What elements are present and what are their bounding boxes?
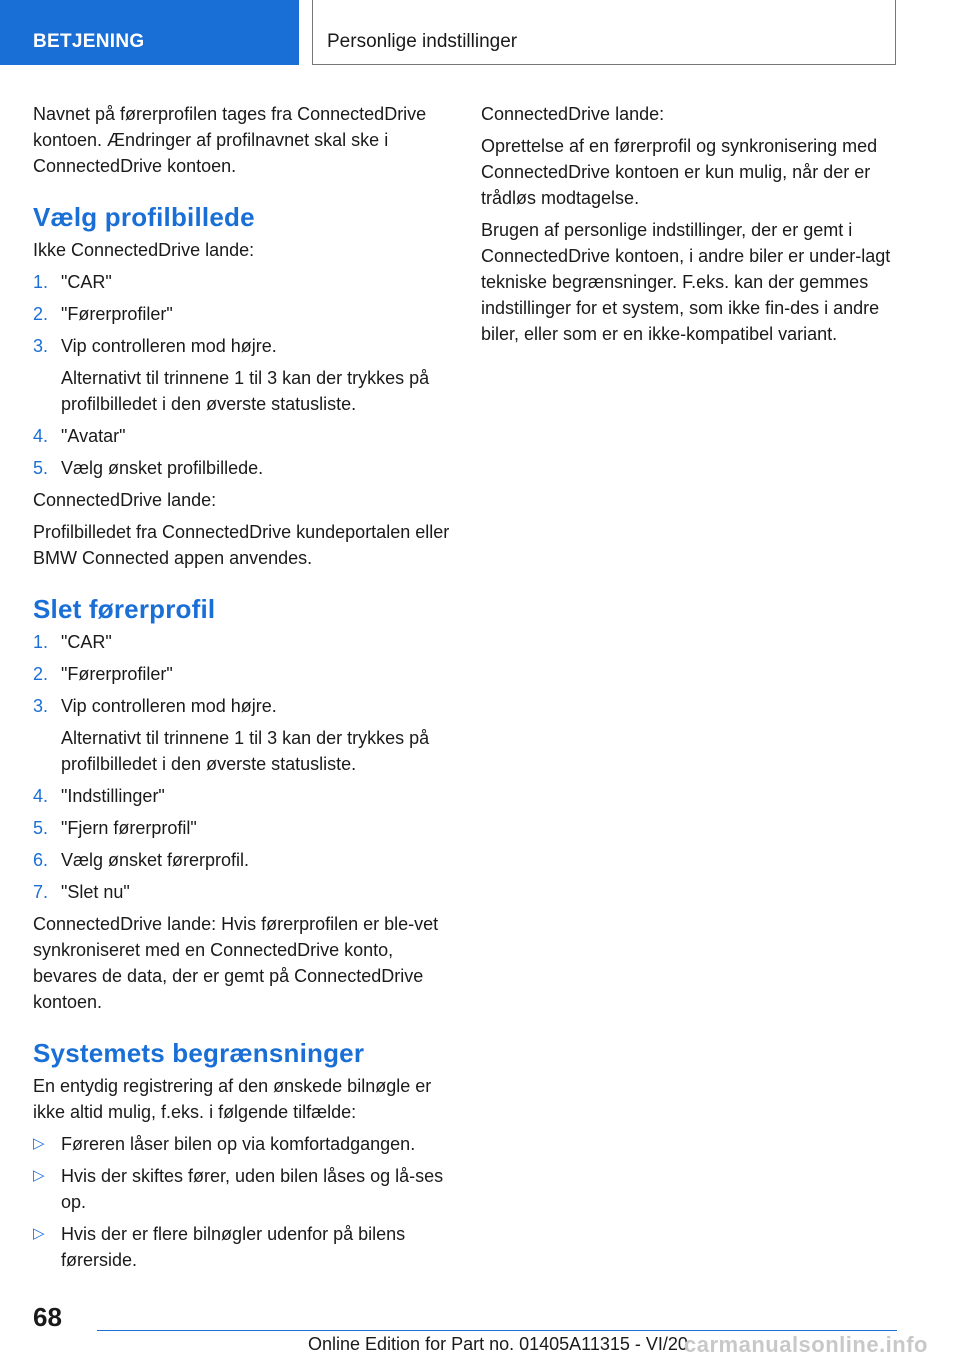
step-number: 2. xyxy=(33,664,49,684)
step-number: 5. xyxy=(33,818,49,838)
step-item xyxy=(33,783,451,809)
limitations-list xyxy=(33,1131,451,1273)
profile-picture-steps xyxy=(33,269,451,359)
section-title: BETJENING xyxy=(33,31,145,52)
list-item xyxy=(33,1131,451,1157)
cd-countries-label: ConnectedDrive lande: xyxy=(33,490,217,510)
step-item xyxy=(33,269,451,295)
cd-countries-label: ConnectedDrive lande: xyxy=(481,104,665,124)
delete-profile-steps xyxy=(33,629,451,719)
section-tab xyxy=(0,0,299,65)
alternative-note: Alternativt til trinnene 1 til 3 kan der trykkes på profilbilledet i den øverste statusliste. xyxy=(61,368,430,414)
bullet-text: Føreren låser bilen op via komfortadgangen. xyxy=(61,1134,416,1154)
step-text: Vip controlleren mod højre. xyxy=(61,696,277,716)
heading-select-profile-picture: Vælg profilbillede xyxy=(33,202,255,232)
left-column xyxy=(33,101,451,1279)
step-item xyxy=(33,629,451,655)
step-item xyxy=(33,455,451,481)
bullet-text: Hvis der skiftes fører, uden bilen låses og lå-ses op. xyxy=(61,1166,444,1212)
step-item xyxy=(33,815,451,841)
step-text: "CAR" xyxy=(61,632,112,652)
step-text: "Førerprofiler" xyxy=(61,664,173,684)
triangle-bullet-icon: ▷ xyxy=(33,1225,45,1242)
step-text: "Slet nu" xyxy=(61,882,130,902)
page-number: 68 xyxy=(33,1302,62,1332)
step-text: "Indstillinger" xyxy=(61,786,165,806)
step-text: "Fjern førerprofil" xyxy=(61,818,197,838)
step-number: 1. xyxy=(33,272,49,292)
step-number: 3. xyxy=(33,696,49,716)
right-column xyxy=(481,101,899,353)
cd-delete-paragraph: ConnectedDrive lande: Hvis førerprofilen er ble-vet synkroniseret med en ConnectedDrive konto, bevares de data, der er gemt på ConnectedDrive kontoen. xyxy=(33,914,439,1012)
step-number: 4. xyxy=(33,426,49,446)
limitations-paragraph: Brugen af personlige indstillinger, der er gemt i ConnectedDrive kontoen, i andre biler er under-lagt tekniske begrænsninger. F.eks. kan der gemmes indstillinger for et system, som ikke fin-des i andre biler, eller som er en ikke-kompatibel variant. xyxy=(481,220,891,344)
step-item xyxy=(33,693,451,719)
step-text: Vælg ønsket profilbillede. xyxy=(61,458,264,478)
triangle-bullet-icon: ▷ xyxy=(33,1167,45,1184)
step-text: Vælg ønsket førerprofil. xyxy=(61,850,250,870)
step-number: 4. xyxy=(33,786,49,806)
profile-picture-steps-continued xyxy=(33,423,451,481)
step-text: "CAR" xyxy=(61,272,112,292)
step-number: 5. xyxy=(33,458,49,478)
step-text: Vip controlleren mod højre. xyxy=(61,336,277,356)
watermark: carmanualsonline.info xyxy=(684,1332,928,1357)
step-item xyxy=(33,879,451,905)
step-item xyxy=(33,661,451,687)
step-item xyxy=(33,423,451,449)
delete-profile-steps-continued xyxy=(33,783,451,905)
sync-paragraph: Oprettelse af en førerprofil og synkronisering med ConnectedDrive kontoen er kun mulig, når der er trådløs modtagelse. xyxy=(481,136,878,208)
step-number: 6. xyxy=(33,850,49,870)
heading-system-limitations: Systemets begrænsninger xyxy=(33,1038,365,1068)
step-number: 2. xyxy=(33,304,49,324)
step-text: "Avatar" xyxy=(61,426,126,446)
intro-paragraph: Navnet på førerprofilen tages fra ConnectedDrive kontoen. Ændringer af profilnavnet skal ske i ConnectedDrive kontoen. xyxy=(33,104,427,176)
triangle-bullet-icon: ▷ xyxy=(33,1135,45,1152)
edition-text: Online Edition for Part no. 01405A11315 - VI/20 xyxy=(308,1334,688,1354)
list-item xyxy=(33,1163,451,1215)
non-cd-countries-label: Ikke ConnectedDrive lande: xyxy=(33,240,255,260)
chapter-title: Personlige indstillinger xyxy=(327,31,518,52)
step-number: 3. xyxy=(33,336,49,356)
bullet-text: Hvis der er flere bilnøgler udenfor på bilens førerside. xyxy=(61,1224,406,1270)
step-text: "Førerprofiler" xyxy=(61,304,173,324)
step-item xyxy=(33,301,451,327)
footer-divider xyxy=(97,1330,897,1331)
step-item xyxy=(33,333,451,359)
step-item xyxy=(33,847,451,873)
limitations-lead: En entydig registrering af den ønskede bilnøgle er ikke altid mulig, f.eks. i følgende tilfælde: xyxy=(33,1076,432,1122)
step-number: 7. xyxy=(33,882,49,902)
step-number: 1. xyxy=(33,632,49,652)
heading-delete-driver-profile: Slet førerprofil xyxy=(33,594,216,624)
chapter-header xyxy=(312,0,896,65)
alternative-note: Alternativt til trinnene 1 til 3 kan der trykkes på profilbilledet i den øverste statusliste. xyxy=(61,728,430,774)
list-item xyxy=(33,1221,451,1273)
cd-profile-picture-paragraph: Profilbilledet fra ConnectedDrive kundeportalen eller BMW Connected appen anvendes. xyxy=(33,522,450,568)
